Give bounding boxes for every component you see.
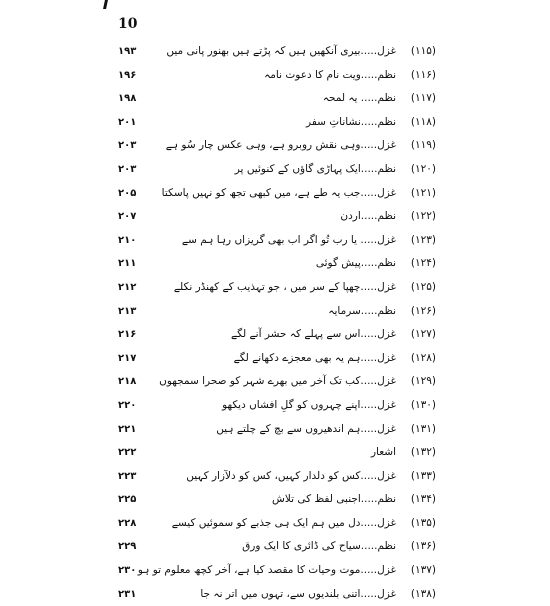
entry-page: ۲۲۹ [118, 541, 137, 553]
entry-number: (۱۲۳) [410, 233, 436, 246]
page-number: 10 [118, 16, 138, 32]
entry-number: (۱۱۶) [410, 68, 436, 81]
entry-title: غزل..... یا رب تُو اگر اب بھی گریزاں رہا ہم سے [181, 233, 396, 246]
entry-title: نظم.....سیاح کی ڈائری کا ایک ورق [242, 540, 396, 553]
entry-title: غزل.....کس کو دلدار کہیں، کس کو دلآزار کہیں [186, 469, 396, 482]
entry-title: غزل.....کب تک آخر میں بھرے شہر کو صحرا سمجھوں [159, 375, 396, 388]
toc-row [118, 394, 436, 418]
entry-number: (۱۳۵) [410, 516, 436, 529]
entry-page: ۲۰۳ [118, 140, 137, 152]
toc-row [118, 229, 436, 253]
entry-number: (۱۲۹) [410, 375, 436, 388]
entry-number: (۱۳۶) [410, 540, 436, 553]
toc-row [118, 441, 436, 465]
toc-row [118, 535, 436, 559]
entry-page: ۲۲۰ [118, 399, 137, 411]
toc-row [118, 64, 436, 88]
entry-page: ۲۱۱ [118, 258, 137, 270]
toc-row [118, 158, 436, 182]
toc-row [118, 583, 436, 606]
toc-row [118, 87, 436, 111]
entry-page: ۲۰۷ [118, 211, 137, 223]
entry-title: غزل.....جب یہ طے ہے، میں کبھی تجھ کو نہیں پاسکتا [161, 186, 396, 199]
entry-number: (۱۳۸) [410, 587, 436, 600]
entry-page: ۲۲۵ [118, 494, 137, 506]
entry-title: غزل.....اس سے پہلے کہ حشر آنے لگے [231, 328, 396, 341]
entry-page: ۲۰۵ [118, 187, 137, 199]
entry-page: ۲۱۶ [118, 329, 137, 341]
entry-title: نظم.....ویت نام کا دعوت نامہ [264, 68, 396, 81]
toc-row [118, 418, 436, 442]
entry-number: (۱۳۲) [410, 446, 436, 459]
entry-number: (۱۲۸) [410, 351, 436, 364]
entry-page: ۲۱۸ [118, 376, 137, 388]
entry-number: (۱۱۷) [410, 92, 436, 105]
entry-title: نظم.....سرمایہ [328, 304, 396, 317]
toc-row [118, 252, 436, 276]
toc-row [118, 40, 436, 64]
entry-title: نظم.....اجنبی لفظ کی تلاش [272, 493, 396, 506]
entry-number: (۱۱۹) [410, 139, 436, 152]
entry-page: ۲۱۷ [118, 352, 137, 364]
entry-title: غزل.....اپنے چہروں کو گلِ افشاں دیکھو [222, 398, 396, 411]
entry-title: غزل.....دل میں ہم ایک ہی جذبے کو سموئیں کیسے [171, 516, 396, 529]
toc-row [118, 370, 436, 394]
entry-page: ۲۱۲ [118, 281, 137, 293]
entry-number: (۱۲۴) [410, 257, 436, 270]
entry-page: ۲۳۰ [118, 565, 137, 577]
entry-page: ۲۲۸ [118, 517, 137, 529]
entry-title: نظم..... یہ لمحہ [322, 92, 396, 105]
entry-page: ۲۲۲ [118, 447, 137, 459]
entry-number: (۱۲۲) [410, 210, 436, 223]
entry-title: نظم.....پیش گوئی [315, 257, 396, 270]
toc-row [118, 465, 436, 489]
toc-row [118, 134, 436, 158]
toc-row [118, 111, 436, 135]
toc-row [118, 323, 436, 347]
toc-row [118, 559, 436, 583]
entry-title: غزل.....ہم یہ بھی معجزے دکھانے لگے [233, 351, 396, 364]
entry-title: غزل.....موت وحیات کا مقصد کیا ہے، آخر کچھ معلوم تو ہو [137, 564, 396, 577]
entry-number: (۱۲۷) [410, 328, 436, 341]
corner-ink-mark [103, 0, 108, 9]
entry-page: ۲۳۱ [118, 588, 137, 600]
table-of-contents [118, 40, 436, 606]
entry-page: ۲۰۱ [118, 116, 137, 128]
entry-page: ۱۹۸ [118, 93, 137, 105]
entry-title: نظم.....اردن [340, 210, 396, 223]
entry-title: نظم.....نشاناتِ سفر [306, 115, 396, 128]
entry-page: ۱۹۶ [118, 69, 137, 81]
entry-number: (۱۳۴) [410, 493, 436, 506]
toc-row [118, 488, 436, 512]
entry-number: (۱۲۵) [410, 280, 436, 293]
entry-page: ۲۱۰ [118, 234, 137, 246]
entry-title: غزل.....وہی نقش روبرو ہے، وہی عکس چار سُو ہے [165, 139, 396, 152]
entry-number: (۱۲۱) [410, 186, 436, 199]
entry-number: (۱۳۱) [410, 422, 436, 435]
toc-row [118, 512, 436, 536]
entry-page: ۱۹۳ [118, 46, 137, 57]
entry-number: (۱۲۰) [410, 162, 436, 175]
entry-page: ۲۲۳ [118, 470, 137, 482]
entry-title: نظم.....ایک پہاڑی گاؤں کے کنوئیں پر [234, 162, 396, 175]
toc-row [118, 205, 436, 229]
toc-row [118, 300, 436, 324]
entry-title: غزل.....اتنی بلندیوں سے، تہوں میں اتر نہ جا [200, 587, 396, 600]
entry-title: غزل.....ہم اندھیروں سے بچ کے چلتے ہیں [216, 422, 396, 435]
entry-number: (۱۳۰) [410, 398, 436, 411]
entry-title: اشعار [370, 446, 396, 459]
entry-page: ۲۱۳ [118, 305, 137, 317]
toc-row [118, 347, 436, 371]
toc-row [118, 276, 436, 300]
entry-number: (۱۳۷) [410, 564, 436, 577]
entry-number: (۱۳۳) [410, 469, 436, 482]
entry-page: ۲۰۳ [118, 163, 137, 175]
entry-number: (۱۱۸) [410, 115, 436, 128]
entry-title: غزل.....بیری آنکھیں ہیں کہ پڑتے ہیں بھنور پانی میں [166, 45, 396, 57]
entry-page: ۲۲۱ [118, 423, 137, 435]
entry-title: غزل.....چھپا کے سر میں ، جو تہذیب کے کھنڈر نکلے [173, 280, 396, 293]
entry-number: (۱۱۵) [410, 45, 436, 57]
toc-row [118, 182, 436, 206]
entry-number: (۱۲۶) [410, 304, 436, 317]
